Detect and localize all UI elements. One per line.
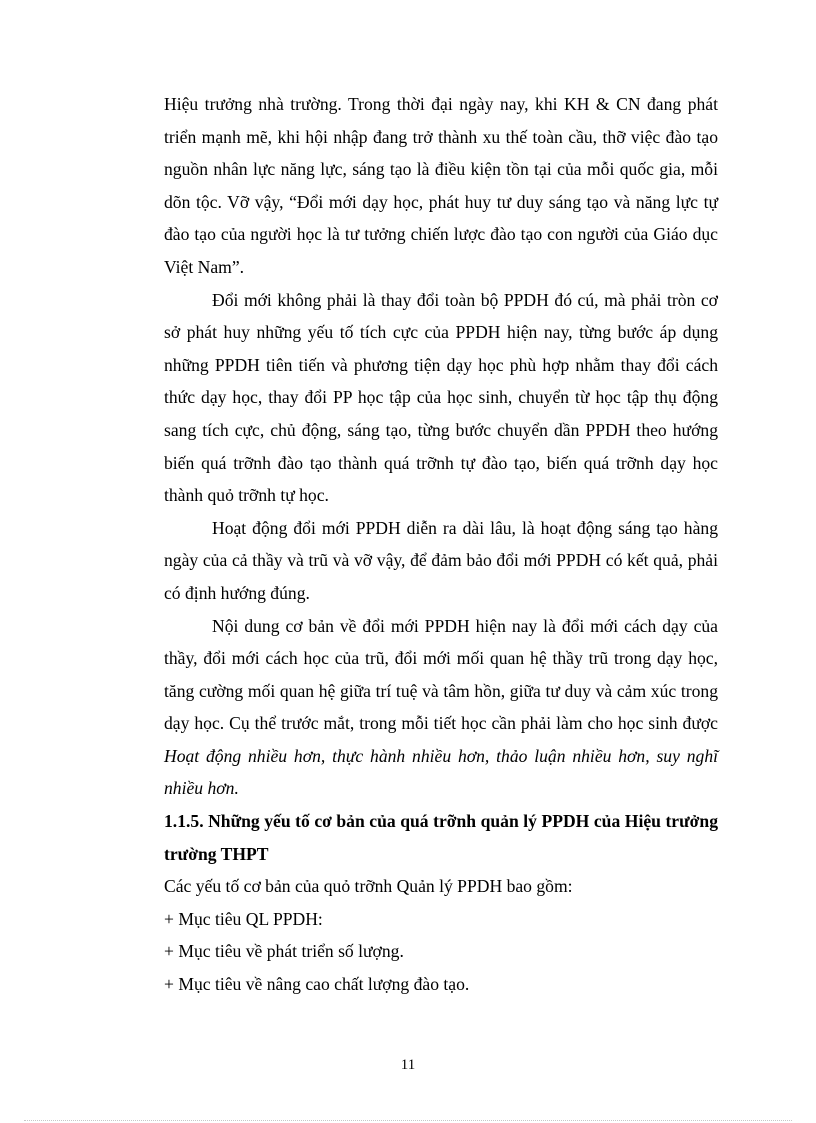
page-bottom-divider: [24, 1120, 792, 1121]
page-number: 11: [400, 1057, 416, 1073]
list-item: + Mục tiêu về phát triển số lượng.: [164, 941, 404, 962]
document-body: [164, 88, 718, 1001]
list-item: + Mục tiêu về nâng cao chất lượng đào tạo.: [164, 974, 470, 995]
section-heading: 1.1.5. Những yếu tố cơ bản của quá trỡnh quản lý PPDH của Hiệu trưởng trường THPT: [164, 811, 718, 864]
paragraph-2: Đổi mới không phải là thay đổi toàn bộ PPDH đó cú, mà phải tròn cơ sở phát huy những yếu tố tích cực của PPDH hiện nay, từng bước áp dụng những PPDH tiên tiến và phương tiện dạy học phù hợp nhằm thay đổi cách thức dạy học, thay đổi PP học tập của học sinh, chuyển từ học tập thụ động sang tích cực, chủ động, sáng tạo, từng bước chuyển dần PPDH theo hướng biến quá trỡnh đào tạo thành quá trỡnh tự đào tạo, biến quá trỡnh dạy học thành quỏ trỡnh tự học.: [164, 289, 718, 506]
paragraph-1: Hiệu trưởng nhà trường. Trong thời đại ngày nay, khi KH & CN đang phát triển mạnh mẽ, khi hội nhập đang trở thành xu thế toàn cầu, thỡ việc đào tạo nguồn nhân lực năng lực, sáng tạo là điều kiện tồn tại của mỗi quốc gia, mỗi dõn tộc. Vỡ vậy, “Đổi mới dạy học, phát huy tư duy sáng tạo và năng lực tự đào tạo của người học là tư tưởng chiến lược đào tạo con người của Giáo dục Việt Nam”.: [164, 94, 718, 277]
paragraph-4-italic: Hoạt động nhiều hơn, thực hành nhiều hơn, thảo luận nhiều hơn, suy nghĩ nhiều hơn.: [164, 745, 718, 799]
paragraph-3: Hoạt động đổi mới PPDH diễn ra dài lâu, là hoạt động sáng tạo hàng ngày của cả thầy và trũ và vỡ vậy, để đảm bảo đổi mới PPDH có kết quả, phải có định hướng đúng.: [164, 517, 718, 603]
paragraph-4-text: Nội dung cơ bản về đổi mới PPDH hiện nay là đổi mới cách dạy của thầy, đổi mới cách học của trũ, đổi mới mối quan hệ thầy trũ trong dạy học, tăng cường mối quan hệ giữa trí tuệ và tâm hồn, giữa tư duy và cảm xúc trong dạy học. Cụ thể trước mắt, trong mỗi tiết học cần phải làm cho học sinh được: [164, 615, 718, 734]
paragraph-4: [164, 610, 718, 806]
list-intro: Các yếu tố cơ bản của quỏ trỡnh Quản lý PPDH bao gồm:: [164, 876, 573, 897]
list-item: + Mục tiêu QL PPDH:: [164, 908, 323, 929]
